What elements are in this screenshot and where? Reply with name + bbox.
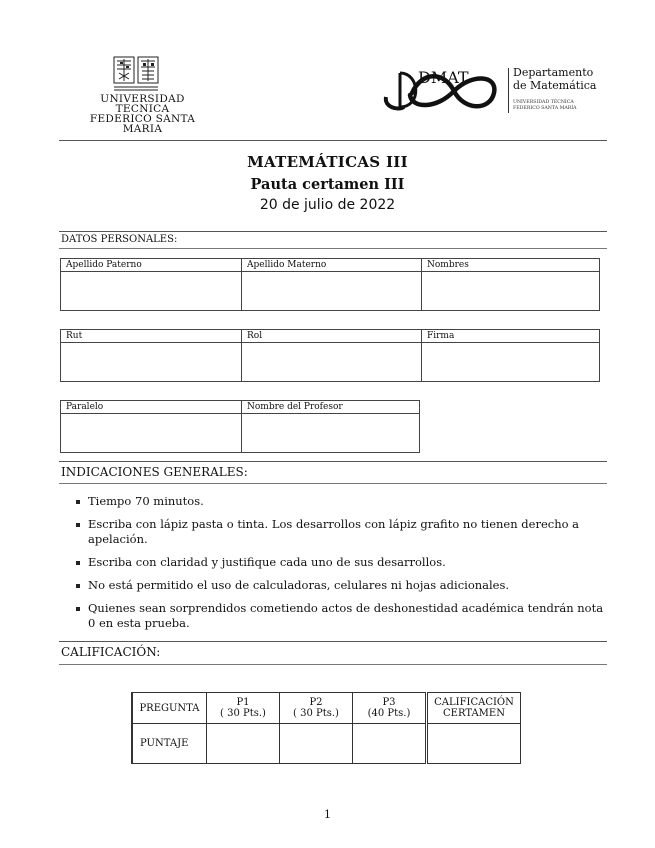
field-label-apellido-paterno: Apellido Paterno xyxy=(61,259,242,272)
bullet-icon xyxy=(76,523,80,527)
department-university xyxy=(513,100,577,112)
score-p3-field[interactable] xyxy=(353,724,427,764)
department-line1: Departamento xyxy=(513,66,594,79)
question-p2 xyxy=(280,693,353,724)
grading-table xyxy=(131,692,521,764)
university-name xyxy=(75,94,210,134)
field-label-rut: Rut xyxy=(61,330,242,343)
divider xyxy=(59,641,607,642)
question-row-label: PREGUNTA xyxy=(132,693,207,724)
university-crest-logo xyxy=(112,55,160,93)
university-name-line2: FEDERICO SANTA MARIA xyxy=(89,113,196,135)
course-title: MATEMÁTICAS III xyxy=(247,153,408,171)
bullet-icon xyxy=(76,500,80,504)
final-grade-line1: CALIFICACIÓN xyxy=(434,697,514,708)
field-label-nombres: Nombres xyxy=(422,259,600,272)
list-item xyxy=(70,494,610,509)
indication-text: No está permitido el uso de calculadoras, celulares ni hojas adicionales. xyxy=(88,578,510,592)
exam-subtitle: Pauta certamen III xyxy=(250,176,405,193)
divider xyxy=(59,461,607,462)
divider xyxy=(59,664,607,665)
department-line2: de Matemática xyxy=(513,79,597,92)
score-p2-field[interactable] xyxy=(280,724,353,764)
profesor-field[interactable] xyxy=(242,414,420,453)
list-item xyxy=(70,578,610,593)
p1-points: ( 30 Pts.) xyxy=(220,708,266,719)
department-name xyxy=(513,66,596,92)
rut-field[interactable] xyxy=(61,343,242,382)
p1-label: P1 xyxy=(236,697,250,708)
department-sub-line1: UNIVERSIDAD TÉCNICA xyxy=(513,100,574,105)
question-p3 xyxy=(353,693,427,724)
final-grade-header xyxy=(427,693,521,724)
bullet-icon xyxy=(76,561,80,565)
indications-heading: INDICACIONES GENERALES: xyxy=(61,465,248,479)
indication-text: Escriba con claridad y justifique cada uno de sus desarrollos. xyxy=(88,555,446,569)
indication-text: Tiempo 70 minutos. xyxy=(88,494,204,508)
bullet-icon xyxy=(76,607,80,611)
divider xyxy=(59,483,607,484)
final-grade-line2: CERTAMEN xyxy=(443,708,505,719)
apellido-materno-field[interactable] xyxy=(242,272,422,311)
personal-fields-row2 xyxy=(60,329,600,382)
rol-field[interactable] xyxy=(242,343,422,382)
nombres-field[interactable] xyxy=(422,272,600,311)
bullet-icon xyxy=(76,584,80,588)
personal-fields-row3 xyxy=(60,400,420,453)
score-p1-field[interactable] xyxy=(207,724,280,764)
divider xyxy=(59,248,607,249)
university-name-line1: UNIVERSIDAD TECNICA xyxy=(100,93,185,115)
indications-list xyxy=(70,494,610,639)
field-label-rol: Rol xyxy=(242,330,422,343)
list-item xyxy=(70,601,610,631)
final-grade-field[interactable] xyxy=(427,724,521,764)
field-label-firma: Firma xyxy=(422,330,600,343)
exam-date: 20 de julio de 2022 xyxy=(259,197,396,213)
dmat-logo-text: DMAT xyxy=(418,68,469,87)
indication-text: Quienes sean sorprendidos cometiendo actos de deshonestidad académica tendrán nota 0 en esta prueba. xyxy=(88,601,604,630)
list-item xyxy=(70,517,610,547)
department-sub-line2: FEDERICO SANTA MARÍA xyxy=(513,106,577,111)
question-p1 xyxy=(207,693,280,724)
field-label-paralelo: Paralelo xyxy=(61,401,242,414)
p2-label: P2 xyxy=(309,697,323,708)
list-item xyxy=(70,555,610,570)
divider xyxy=(59,231,607,232)
grading-heading: CALIFICACIÓN: xyxy=(61,645,161,659)
page-number: 1 xyxy=(324,808,331,821)
logo-divider xyxy=(508,68,509,113)
p2-points: ( 30 Pts.) xyxy=(293,708,339,719)
field-label-apellido-materno: Apellido Materno xyxy=(242,259,422,272)
field-label-profesor: Nombre del Profesor xyxy=(242,401,420,414)
p3-points: (40 Pts.) xyxy=(367,708,411,719)
p3-label: P3 xyxy=(382,697,396,708)
dmat-logo xyxy=(382,63,507,113)
personal-fields-row1 xyxy=(60,258,600,311)
paralelo-field[interactable] xyxy=(61,414,242,453)
apellido-paterno-field[interactable] xyxy=(61,272,242,311)
indication-text: Escriba con lápiz pasta o tinta. Los desarrollos con lápiz grafito no tienen derecho a apelación. xyxy=(88,517,580,546)
firma-field[interactable] xyxy=(422,343,600,382)
personal-data-heading: DATOS PERSONALES: xyxy=(61,234,178,245)
score-row-label: PUNTAJE xyxy=(132,724,207,764)
header-divider xyxy=(59,140,607,141)
